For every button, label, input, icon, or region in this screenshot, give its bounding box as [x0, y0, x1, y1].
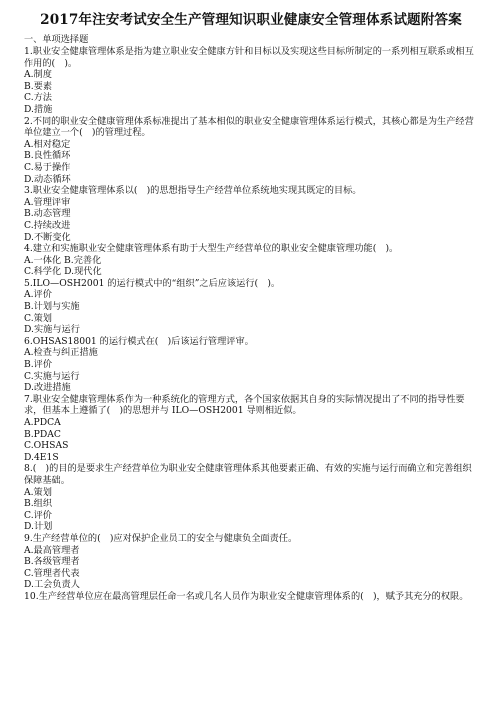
answer-option: A.管理评审 [24, 196, 71, 208]
answer-option: B.评价 [24, 359, 53, 371]
answer-option: C.OHSAS [24, 440, 69, 452]
answer-option: C.方法 [24, 92, 52, 104]
question-item [24, 185, 478, 243]
question-item [24, 278, 478, 336]
section-heading: 一、单项选择题 [24, 34, 89, 45]
question-item [24, 463, 478, 533]
answer-option: C.易于操作 [24, 161, 71, 173]
question-item [24, 46, 478, 116]
answer-option: B.良性循环 [24, 150, 71, 162]
answer-option: B.动态管理 [24, 208, 71, 220]
question-stem: 6.OHSAS18001 的运行模式在( )后该运行管理评审。 [24, 335, 254, 347]
answer-option: B.PDAC [24, 428, 61, 440]
answer-option: C.科学化 D.现代化 [24, 266, 102, 278]
question-item [24, 243, 478, 278]
question-stem: 5.ILO—OSH2001 的运行模式中的“组织”之后应该运行( )。 [24, 277, 281, 289]
answer-option: A.评价 [24, 289, 52, 301]
page-title: 2017年注安考试安全生产管理知识职业健康安全管理体系试题附答案 [40, 12, 462, 28]
question-stem: 1.职业安全健康管理体系是指为建立职业安全健康方针和目标以及实现这些目标所制定的一系列相互联系或相互作用的( )。 [24, 46, 474, 69]
answer-option: A.相对稳定 [24, 138, 71, 150]
answer-option: B.要素 [24, 80, 53, 92]
question-stem: 2.不同的职业安全健康管理体系标准提出了基本相似的职业安全健康管理体系运行模式，其核心都是为生产经营单位建立一个( )的管理过程。 [24, 115, 474, 139]
answer-option: A.策划 [24, 486, 52, 498]
question-stem: 7.职业安全健康管理体系作为一种系统化的管理方式，各个国家依据其自身的实际情况提出了不同的指导性要求，但基本上遵循了( )的思想并与 ILO—OSH2001 导则相近似。 [24, 393, 465, 417]
answer-option: D.4E1S [24, 451, 59, 463]
answer-option: C.管理者代表 [24, 567, 80, 579]
answer-option: A.PDCA [24, 417, 61, 428]
question-stem: 8.( )的目的是要求生产经营单位为职业安全健康管理体系其他要素正确、有效的实施与运行而确立和完善组织保障基础。 [24, 463, 472, 486]
question-item [24, 533, 478, 591]
question-item [24, 336, 478, 394]
answer-option: C.策划 [24, 312, 52, 324]
answer-option: B.计划与实施 [24, 301, 80, 313]
question-stem: 9.生产经营单位的( )应对保护企业员工的安全与健康负全面责任。 [24, 532, 298, 544]
question-stem: 10.生产经营单位应在最高管理层任命一名或几名人员作为职业安全健康管理体系的( )，赋予其充分的权限。 [24, 590, 469, 602]
answer-option: D.动态循环 [24, 173, 71, 185]
answer-option: B.组织 [24, 498, 53, 510]
answer-option: C.持续改进 [24, 219, 71, 231]
question-stem: 4.建立和实施职业安全健康管理体系有助于大型生产经营单位的职业安全健康管理功能( )。 [24, 243, 399, 255]
question-item [24, 591, 478, 603]
answer-option: A.检查与纠正措施 [24, 347, 98, 359]
answer-option: B.各级管理者 [24, 556, 80, 568]
answer-option: C.评价 [24, 509, 52, 521]
question-list [24, 46, 478, 603]
question-item [24, 394, 478, 464]
answer-option: D.计划 [24, 521, 53, 533]
question-stem: 3.职业安全健康管理体系以( )的思想指导生产经营单位系统地实现其既定的目标。 [24, 185, 362, 197]
answer-option: D.工会负责人 [24, 579, 80, 591]
answer-option: C.实施与运行 [24, 370, 80, 382]
answer-option: D.不断变化 [24, 231, 71, 243]
answer-option: A.一体化 B.完善化 [24, 254, 102, 266]
answer-option: A.最高管理者 [24, 544, 80, 556]
answer-option: A.制度 [24, 69, 52, 81]
answer-option: D.措施 [24, 103, 53, 115]
answer-option: D.实施与运行 [24, 324, 80, 336]
question-item [24, 116, 478, 186]
answer-option: D.改进措施 [24, 382, 71, 394]
